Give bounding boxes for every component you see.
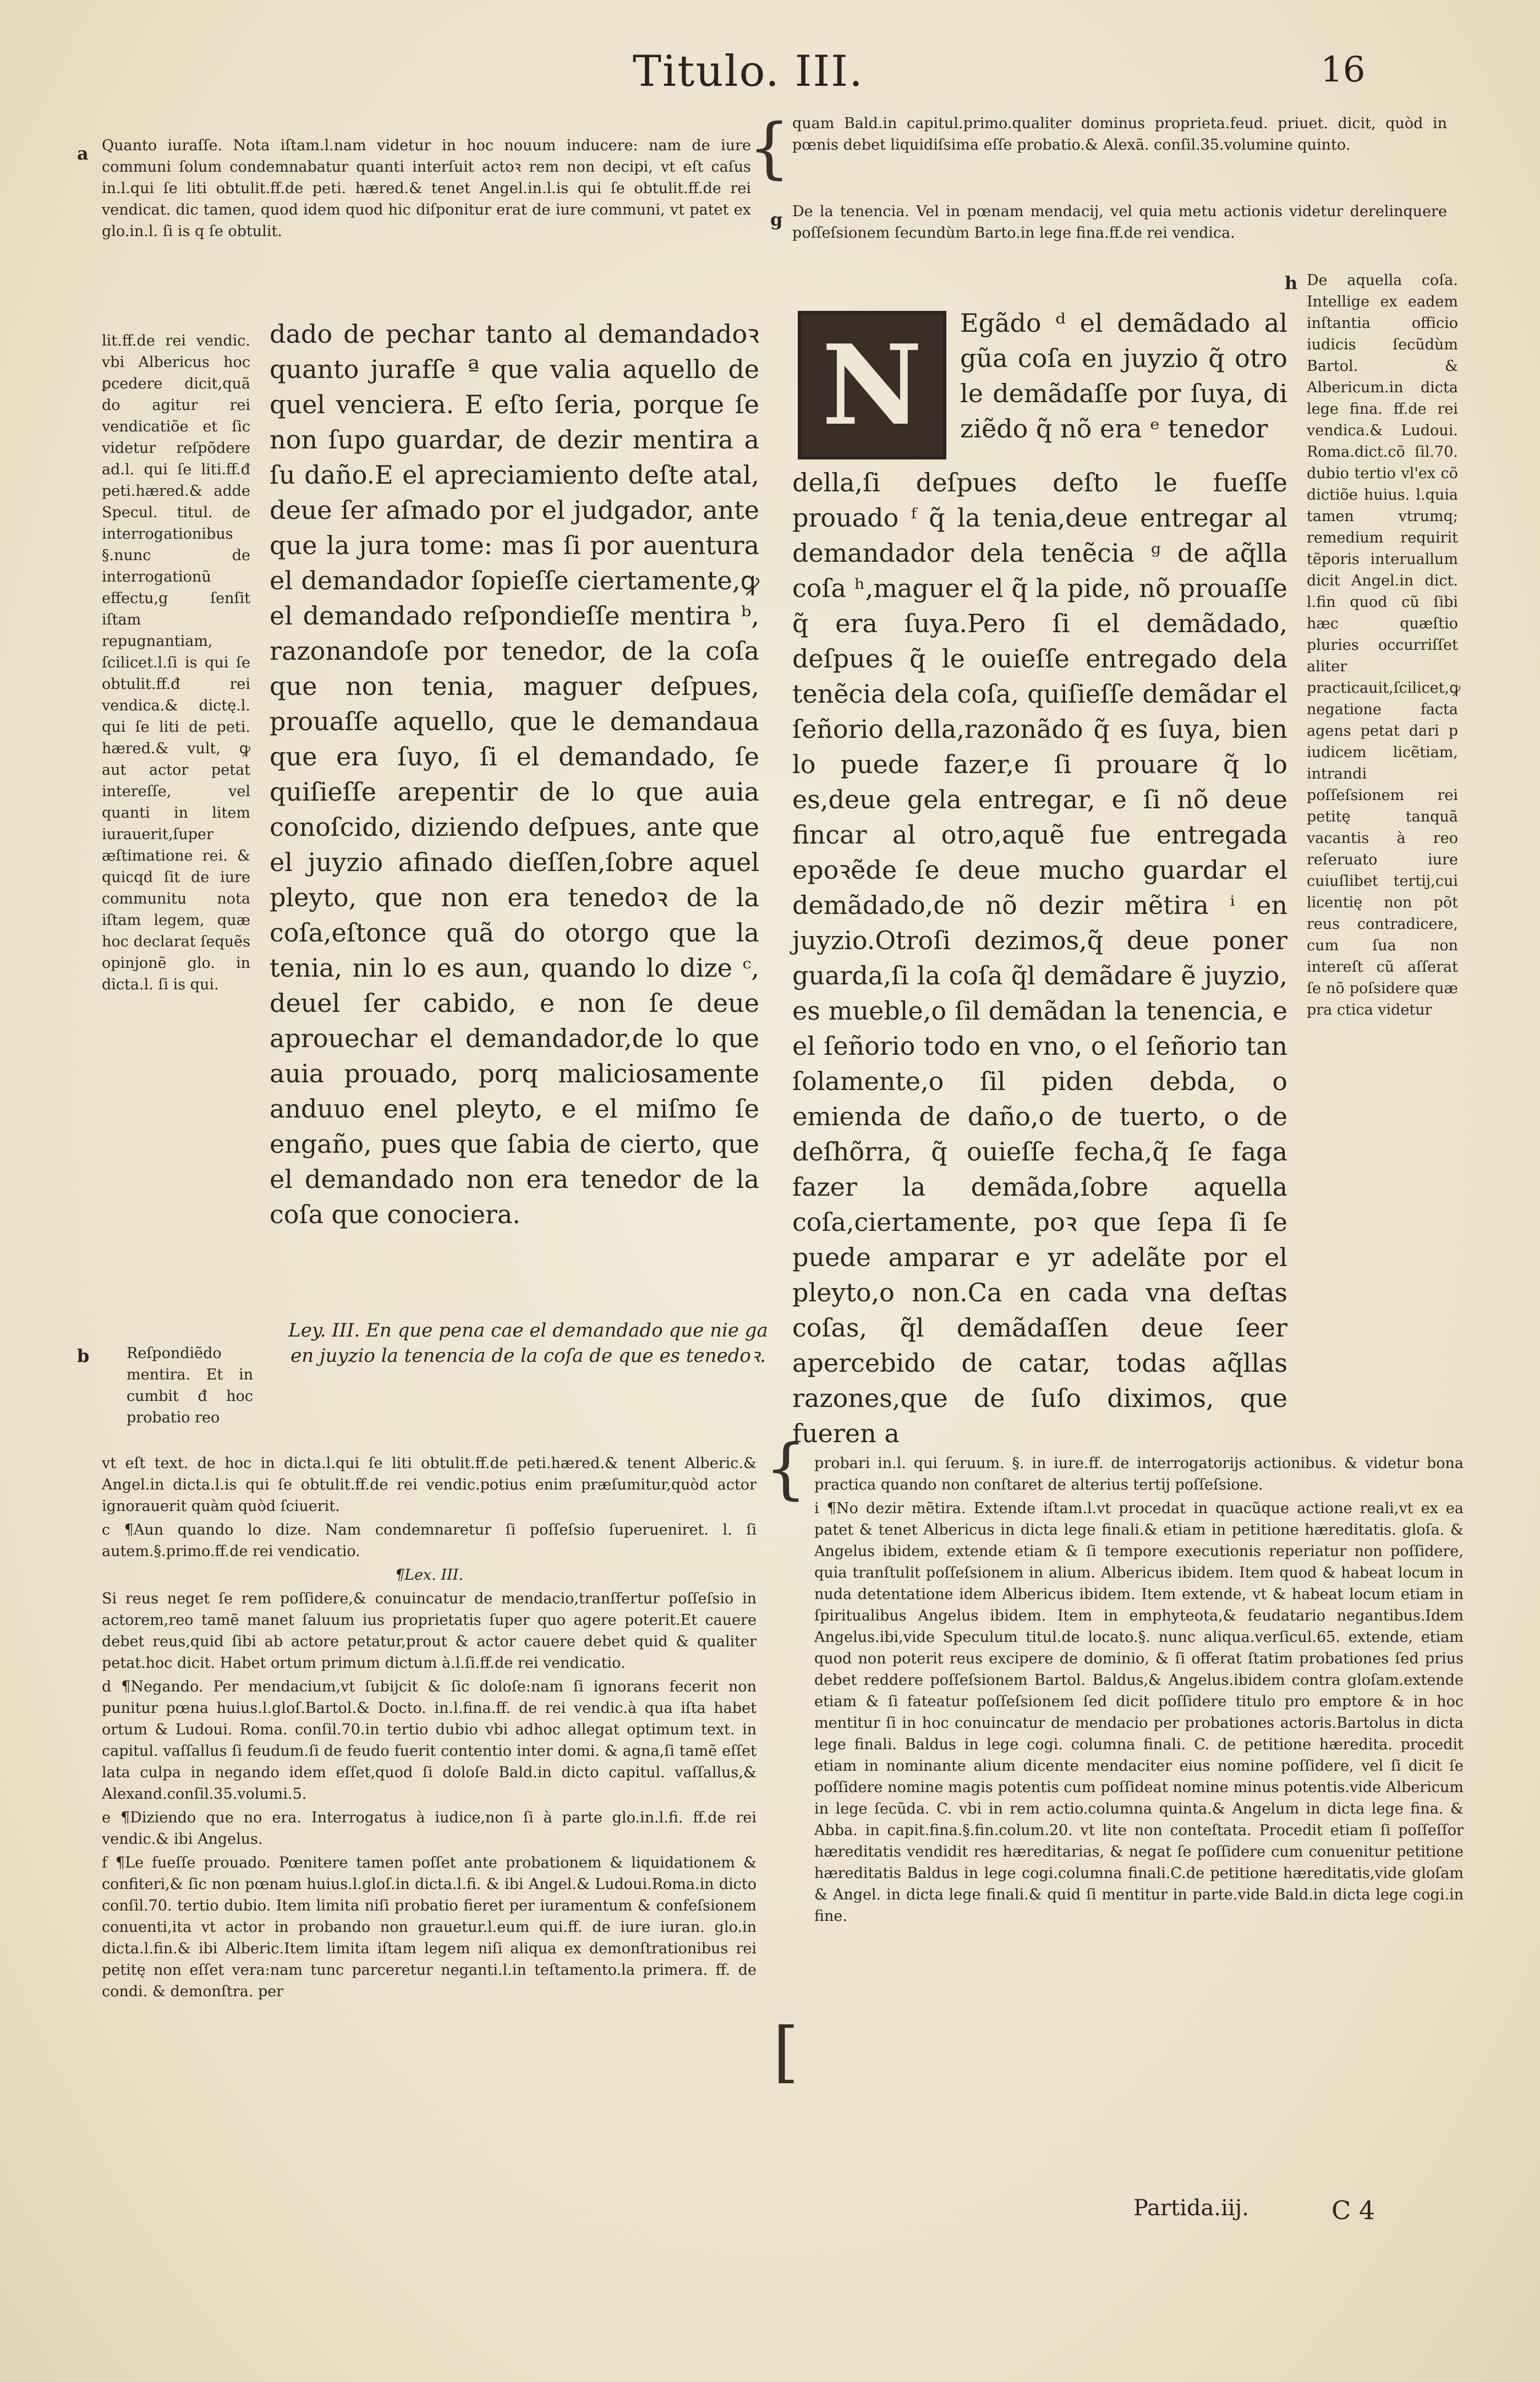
gloss-marker-h: h xyxy=(1285,272,1298,293)
handwritten-bracket: { xyxy=(748,110,791,187)
bottom-left-gloss xyxy=(102,1453,757,2005)
gloss-paragraph: Si reus neget ſe rem poſſidere,& conuincatur de mendacio,tranſfertur poſſeſsio in actorem,reo tamẽ manet ſaluum ius proprietatis ſuper quo agere poterit.Et cauere debet reus,quid ſibi ab actore petatur,prout & actor cauere debet quid & qualiter petat.hoc dicit. Habet ortum primum dictum à.l.ſi.ff.de rei vendicatio. xyxy=(102,1590,757,1672)
gloss-paragraph: probari in.l. qui ſeruum. §. in iure.ff. de interrogatorijs actionibus. & videtur bona practica quando non conſtaret de alterius tertij poſſeſsione. xyxy=(814,1455,1464,1493)
gloss-paragraph: vt eſt text. de hoc in dicta.l.qui ſe liti obtulit.ff.de peti.hæred.& tenent Alberic.& Angel.in dicta.l.is qui ſe obtulit.ff.de rei vendic.potius enim præſumitur,quòd actor ignorauerit quàm quòd ſciuerit. xyxy=(102,1455,757,1515)
gloss-marker-b: b xyxy=(77,1345,90,1366)
gloss-paragraph: i ¶No dezir mẽtira. Extende iſtam.l.vt procedat in quacũque actione reali,vt ex ea patet & tenet Albericus in dicta lege finali.& etiam in petitione hæreditatis. gloſa. & Angelus ibidem, extende etiam & ſi tempore executionis reperiatur non poſſidere, quia tranſtulit poſſeſsionem in alium. Albericus ibidem. Item quod & habeat locum in nuda detentatione idem Albericus ibidem. Item extende, vt & habeat locum etiam in ſpiritualibus Angelus ibidem. Item in emphyteota,& feudatario negantibus.Idem Angelus.ibi,vide Speculum titul.de locato.§. nunc aliqua.verſicul.65. extende, etiam quod non poterit reus excipere de dominio, & ſi offerat ſtatim probationes ſed prius debet reddere poſſeſsionem Bartol. Baldus,& Angelus.ibidem contra gloſam.extende etiam & ſi fateatur poſſeſsionem ſed dicit poſſidere titulo pro emptore & in hoc mentitur ſi in hoc conuincatur de mendacio per probationes actoris.Bartolus in dicta lege finali. Baldus in lege cogi. columna finali. C. de petitione hæredita. procedit etiam in nominante alium dicente mendaciter eius nomine poſſidere, vel ſi dicit ſe poſſidere nomine magis potentis cum poſſideat nomine minus potentis.vide Albericum in lege ſecũda. C. vbi in rem actio.columna quinta.& Angelum in dicta lege fina. & Abba. in capit.fina.§.fin.colum.20. vt lite non conteſtata. Procedit etiam ſi poſſeſſor hæreditatis vendidit res hæreditarias, & negat ſe poſſidere cum conuenitur petitione hæreditatis Baldus in lege cogi.columna finali.C.de petitione hæreditatis,vide gloſam & Angel. in dicta lege finali.& quid ſi mentitur in parte.vide Bald.in dicta lege cogi.in fine. xyxy=(814,1500,1464,1925)
top-gloss-right: quam Bald.in capitul.primo.qualiter dominus proprieta.feud. priuet. dicit, quòd in pœnis debet liquidiſsima eſſe probatio.& Alexã. conſil.35.volumine quinto. xyxy=(792,115,1447,154)
main-text-left: dado de pechar tanto al demandadoꝛ quanto jurafſe ª que valia aquello de quel venciera. E eſto ſeria, porque ſe non ſupo guardar, de dezir mentira a ſu daño.E el apreciamiento deſte atal, deue ſer aſmado por el judgador, ante que la jura tome: mas ſi por auentura el demandador ſopieſſe ciertamente,ꝙ el demandado reſpondieſſe mentira ᵇ, razonandoſe por tenedor, de la coſa que non tenia, maguer deſpues, prouaſſe aquello, que le demandaua que era ſuyo, ſi el demandado, ſe quiſieſſe arepentir de lo que auia conoſcido, diziendo deſpues, ante que el juyzio afinado dieſſen,ſobre aquel pleyto, que non era tenedoꝛ de la coſa,eſtonce quã do otorgo que la tenia, nin lo es aun, quando lo dize ᶜ, deuel ſer cabido, e non ſe deue aprouechar el demandador,de lo que auia prouado, porq maliciosamente anduuo enel pleyto, e el miſmo ſe engaño, pues que ſabia de cierto, que el demandado non era tenedor de la coſa que conociera. xyxy=(270,319,759,1229)
gloss-paragraph: f ¶Le fueſſe prouado. Pœnitere tamen poſſet ante probationem & liquidationem & confiteri,& ſic non pœnam huius.l.gloſ.in dicta.l.fi. & ibi Angel.& Ludoui.Roma.in dicto conſil.70. tertio dubio. Item limita niſi probatio fieret per iuramentum & confeſsionem conuenti,ita vt actor in probando non grauetur.l.eum qui.ff. de iure iuran. glo.in dicta.l.fin.& ibi Alberic.Item limita iſtam legem niſi aliqua ex demonſtrationibus rei petitę non eſſet vera:nam tunc parceretur neganti.l.in teſtamento.la primera. ff. de condi. & demonſtra. per xyxy=(102,1854,757,2000)
left-gloss-b: Reſpondiẽdo mentira. Et in cumbit đ hoc probatio reo xyxy=(127,1345,253,1426)
bottom-right-gloss xyxy=(814,1453,1464,1929)
gloss-lex-heading: ¶Lex. III. xyxy=(394,1567,464,1584)
signature-mark: C 4 xyxy=(1331,2195,1375,2225)
handwritten-bracket: [ xyxy=(773,2014,799,2090)
gloss-marker-a: a xyxy=(77,143,89,164)
law-heading: Ley. III. En que pena cae el demandado que nie ga en juyzio la tenencia de la coſa de que es tenedoꝛ. xyxy=(288,1319,768,1367)
decorated-initial: N xyxy=(798,311,946,459)
handwritten-bracket: { xyxy=(765,1431,807,1507)
top-gloss-left: Quanto iuraſſe. Nota iſtam.l.nam videtur in hoc nouum inducere: nam de iure communi ſolum condemnabatur quanti interſuit actoꝛ rem non decipi, vt eſt caſus in.l.qui ſe liti obtulit.ff.de peti. hæred.& tenet Angel.in.l.is qui ſe obtulit.ff.de rei vendicat. dic tamen, quod idem quod hic diſponitur erat de iure communi, vt patet ex glo.in.l. ſi is q ſe obtulit. xyxy=(102,137,751,240)
signature-text: Partida.iij. xyxy=(1133,2195,1249,2221)
gloss-marker-g: g xyxy=(770,209,783,230)
gloss-paragraph: c ¶Aun quando lo dize. Nam condemnaretur ſi poſſeſsio ſuperueniret. l. ſi autem.§.primo.ff.de rei vendicatio. xyxy=(102,1521,757,1560)
main-text-right-first: Egãdo ᵈ el demãdado al gũa coſa en juyzio q̃ otro le demãdaſſe por ſuya, di ziẽdo q̃ nõ era ᵉ tenedor xyxy=(960,308,1287,443)
left-gloss-column: lit.ff.de rei vendic. vbi Albericus hoc ꝑcedere dicit,quã do agitur rei vendicatiõe et ſic videtur reſpõdere ad.l. qui ſe liti.ff.đ peti.hæred.& adde Specul. titul. de interrogationibus §.nunc de interrogationũ effectu,g ſenſit iſtam repugnantiam, ſcilicet.l.ſi is qui ſe obtulit.ff.đ rei vendica.& dictę.l. qui ſe liti de peti. hæred.& vult, ꝙ aut actor petat intereſſe, vel quanti in litem iurauerit,ſuper æſtimatione rei. & quicqd ſit de iure communitu nota iſtam legem, quæ hoc declarat ſequẽs opinjonẽ glo. in dicta.l. ſi is qui. xyxy=(102,332,250,993)
gloss-paragraph: d ¶Negando. Per mendacium,vt ſubijcit & ſic doloſe:nam ſi ignorans fecerit non punitur pœna huius.l.gloſ.Bartol.& Docto. in.l.fina.ff. de rei vendic.à qua iſta habet ortum & Ludoui. Roma. conſil.70.in tertio dubio vbi adhoc allegat optimum text. in capitul. vaſſallus ſi feudum.ſi de feudo fuerit contentio inter domi. & agna,ſi tamẽ eſſet lata culpa in negando idem eſſet,quod ſi doloſe Bald.in dicto capitul. vaſſallus,& Alexand.conſil.35.volumi.5. xyxy=(102,1678,757,1803)
gloss-paragraph: e ¶Diziendo que no era. Interrogatus à iudice,non ſi à parte glo.in.l.fi. ff.de rei vendic.& ibi Angelus. xyxy=(102,1809,757,1848)
main-text-right: della,ſi deſpues deſto le fueſſe prouado ᶠ q̃ la tenia,deue entregar al demandador dela tenẽcia ᵍ de aq̃lla coſa ʰ,maguer el q̃ la pide, nõ prouaſſe q̃ era ſuya.Pero ſi el demãdado, deſpues q̃ le ouieſſe entregado dela tenẽcia dela coſa, quiſieſſe demãdar el ſeñorio della,razonãdo q̃ es ſuya, bien lo puede fazer,e ſi prouare q̃ lo es,deue gela entregar, e ſi nõ deue fincar al otro,aquẽ fue entregada epoꝛẽde ſe deue mucho guardar el demãdado,de nõ dezir mẽtira ⁱ en juyzio.Otroſi dezimos,q̃ deue poner guarda,ſi la coſa q̃l demãdare ẽ juyzio, es mueble,o ſil demãdan la tenencia, e el ſeñorio todo en vno, o el ſeñorio tan ſolamente,o ſil piden debda, o emienda de daño,o de tuerto, o de deſhõrra, q̃ ouieſſe fecha,q̃ ſe faga fazer la demãda,ſobre aquella coſa,ciertamente, poꝛ que ſepa ſi ſe puede amparar e yr adelãte por el pleyto,o non.Ca en cada vna deſtas coſas, q̃l demãdaſſen deue ſeer apercebido de catar, todas aq̃llas razones,que de ſuſo diximos, que fueren a xyxy=(792,468,1287,1448)
page-title: Titulo. III. xyxy=(633,47,864,96)
right-gloss-column: De aquella coſa. Intellige ex eadem inſtantia officio iudicis ſecũdùm Bartol. & Albericum.in dicta lege fina. ff.de rei vendica.& Ludoui. Roma.dict.cõ ſil.70. dubio tertio vl'ex cõ dictiõe huius. l.quia tamen vtrumq; remedium requirit tẽporis interuallum dicit Angel.in dict. l.fin quod cũ ſibi hæc quæſtio pluries occurriſſet aliter practicauit,ſcilicet,ꝙ negatione facta agens petat dari p iudicem licẽtiam, intrandi poſſeſsionem rei petitę tanquã vacantis à reo reſeruato iure cuiuſlibet tertij,cui licentię non põt reus contradicere, cum ſua non intereſt cũ aſſerat ſe nõ poſsidere quæ pra ctica videtur xyxy=(1307,272,1461,1018)
top-gloss-right-g: De la tenencia. Vel in pœnam mendacij, vel quia metu actionis videtur derelinquere poſſeſsionem ſecundùm Barto.in lege fina.ff.de rei vendica. xyxy=(792,203,1447,242)
folio-number: 16 xyxy=(1320,50,1366,90)
